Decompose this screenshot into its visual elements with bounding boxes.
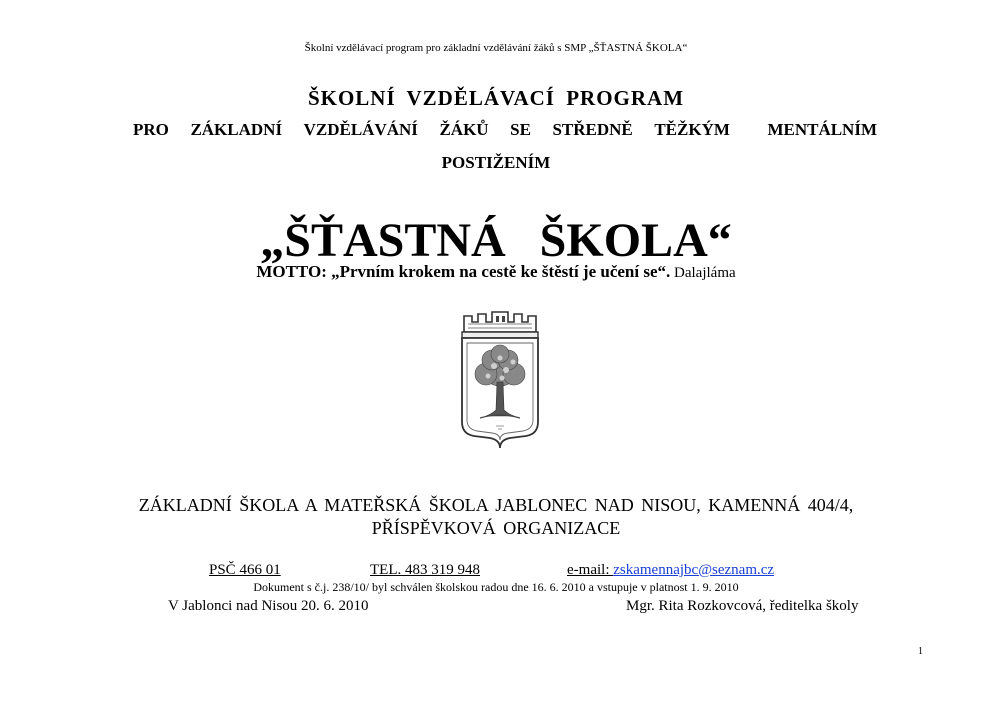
email: [567, 562, 774, 579]
title-word: PRO: [133, 120, 169, 139]
program-name: „ŠŤASTNÁ ŠKOLA“: [260, 214, 732, 267]
email-label: e-mail:: [567, 562, 614, 578]
title-word: MENTÁLNÍM: [767, 120, 877, 139]
title-line-2: [133, 120, 877, 140]
phone: [370, 562, 480, 579]
postal-code-text: PSČ 466 01: [209, 562, 281, 578]
school-name-line-1: ZÁKLADNÍ ŠKOLA A MATEŘSKÁ ŠKOLA JABLONEC NAD NISOU, KAMENNÁ 404/4,: [138, 495, 854, 515]
title-word: VZDĚLÁVÁNÍ: [303, 120, 418, 139]
signature: Mgr. Rita Rozkovcová, ředitelka školy: [626, 598, 859, 614]
title-word: ŽÁKŮ: [439, 120, 489, 139]
phone-text: TEL. 483 319 948: [370, 562, 480, 578]
email-link[interactable]: zskamennajbc@seznam.cz: [613, 562, 775, 578]
title-line-1: ŠKOLNÍ VZDĚLÁVACÍ PROGRAM: [307, 86, 685, 110]
approval-note: Dokument s č.j. 238/10/ byl schválen školskou radou dne 16. 6. 2010 a vstupuje v platnost 1. 9. 2010: [253, 580, 739, 594]
motto: [0, 262, 992, 282]
title-word: STŘEDNĚ: [552, 120, 633, 139]
postal-code: [209, 562, 281, 579]
title-word: TĚŽKÝM: [654, 120, 730, 139]
school-name-line-2: PŘÍSPĚVKOVÁ ORGANIZACE: [371, 518, 621, 538]
motto-text: MOTTO: „Prvním krokem na cestě ke štěstí je učení se“.: [256, 262, 671, 281]
page-number: 1: [918, 646, 923, 657]
title-line-3: POSTIŽENÍM: [441, 153, 551, 172]
coat-of-arms-icon: [458, 310, 542, 450]
running-header: Školní vzdělávací program pro základní vzdělávání žáků s SMP „ŠŤASTNÁ ŠKOLA“: [304, 42, 688, 54]
title-word: SE: [510, 120, 531, 139]
place-date: V Jablonci nad Nisou 20. 6. 2010: [168, 598, 369, 614]
motto-author: Dalajláma: [670, 265, 736, 281]
title-word: ZÁKLADNÍ: [190, 120, 283, 139]
